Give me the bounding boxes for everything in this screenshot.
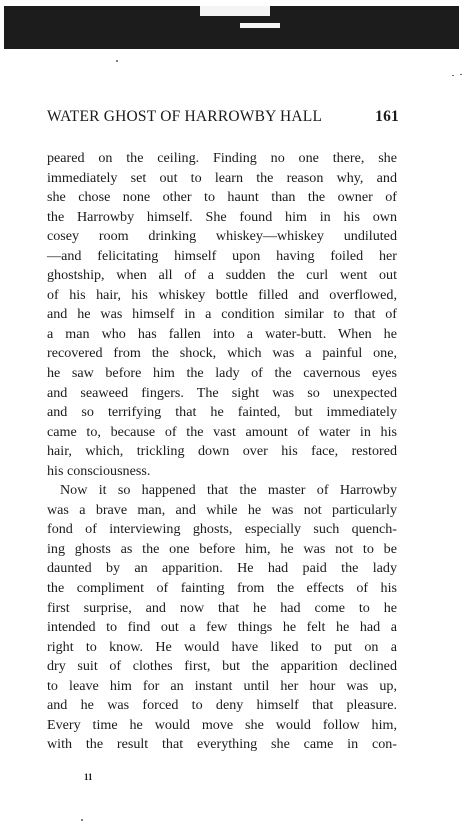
scan-speck <box>116 60 118 62</box>
scan-bar-notch <box>200 6 270 16</box>
text-line: recovered from the shock, which was a painful one, <box>47 345 397 362</box>
text-line: was a brave man, and while he was not particularly <box>47 501 397 518</box>
text-line: right to know. He would have liked to put on a <box>47 638 397 655</box>
paragraph-start-line: Now it so happened that the master of Harrowby <box>60 482 397 499</box>
text-line: first surprise, and now that he had come to he <box>47 599 397 616</box>
signature-mark: 11 <box>84 772 93 782</box>
text-line: and he was forced to deny himself that pleasure. <box>47 697 397 714</box>
text-line: Every time he would move she would follow him, <box>47 716 397 733</box>
text-line: ghostship, when all of a sudden the curl went out <box>47 267 397 284</box>
scan-speck <box>452 75 454 76</box>
text-line: a man who has fallen into a water-butt. When he <box>47 325 397 342</box>
text-line: and so terrifying that he fainted, but immediately <box>47 404 397 421</box>
running-title: WATER GHOST OF HARROWBY HALL <box>47 108 323 125</box>
text-line: hair, which, trickling down over his face, restored <box>47 443 397 460</box>
page-number: 161 <box>375 108 399 125</box>
text-line: came to, because of the vast amount of water in his <box>47 423 397 440</box>
text-line: the Harrowby himself. She found him in his own <box>47 208 397 225</box>
scan-speck <box>81 819 83 821</box>
text-line: she chose none other to haunt than the owner of <box>47 189 397 206</box>
scan-header-bar <box>4 6 459 49</box>
scan-speck <box>460 74 462 75</box>
text-line: fond of interviewing ghosts, especially such quench- <box>47 521 397 538</box>
text-line: and seaweed fingers. The sight was so unexpected <box>47 384 397 401</box>
text-line: dry suit of clothes first, but the apparition declined <box>47 658 397 675</box>
text-line: ing ghosts as the one before him, he was not to be <box>47 540 397 557</box>
text-line: with the result that everything she came in con- <box>47 736 397 753</box>
text-line: intended to find out a few things he felt he had a <box>47 619 397 636</box>
text-line: peared on the ceiling. Finding no one there, she <box>47 150 397 166</box>
text-line: of his hair, his whiskey bottle filled and overflowed, <box>47 286 397 303</box>
text-line: to leave him for an instant until her hour was up, <box>47 677 397 694</box>
text-line: and he was himself in a condition similar to that of <box>47 306 397 323</box>
text-line: immediately set out to learn the reason why, and <box>47 169 397 186</box>
running-header <box>47 108 399 126</box>
body-text <box>47 149 397 755</box>
text-line: the compliment of fainting from the effects of his <box>47 580 397 597</box>
scan-bar-mark <box>240 23 280 28</box>
text-line: daunted by an apparition. He had paid the lady <box>47 560 397 577</box>
text-line: cosey room drinking whiskey—whiskey undiluted <box>47 228 397 245</box>
text-line: he saw before him the lady of the cavernous eyes <box>47 365 397 382</box>
paragraph-end-line: his consciousness. <box>47 462 151 479</box>
text-line: —and felicitating himself upon having foiled her <box>47 247 397 264</box>
